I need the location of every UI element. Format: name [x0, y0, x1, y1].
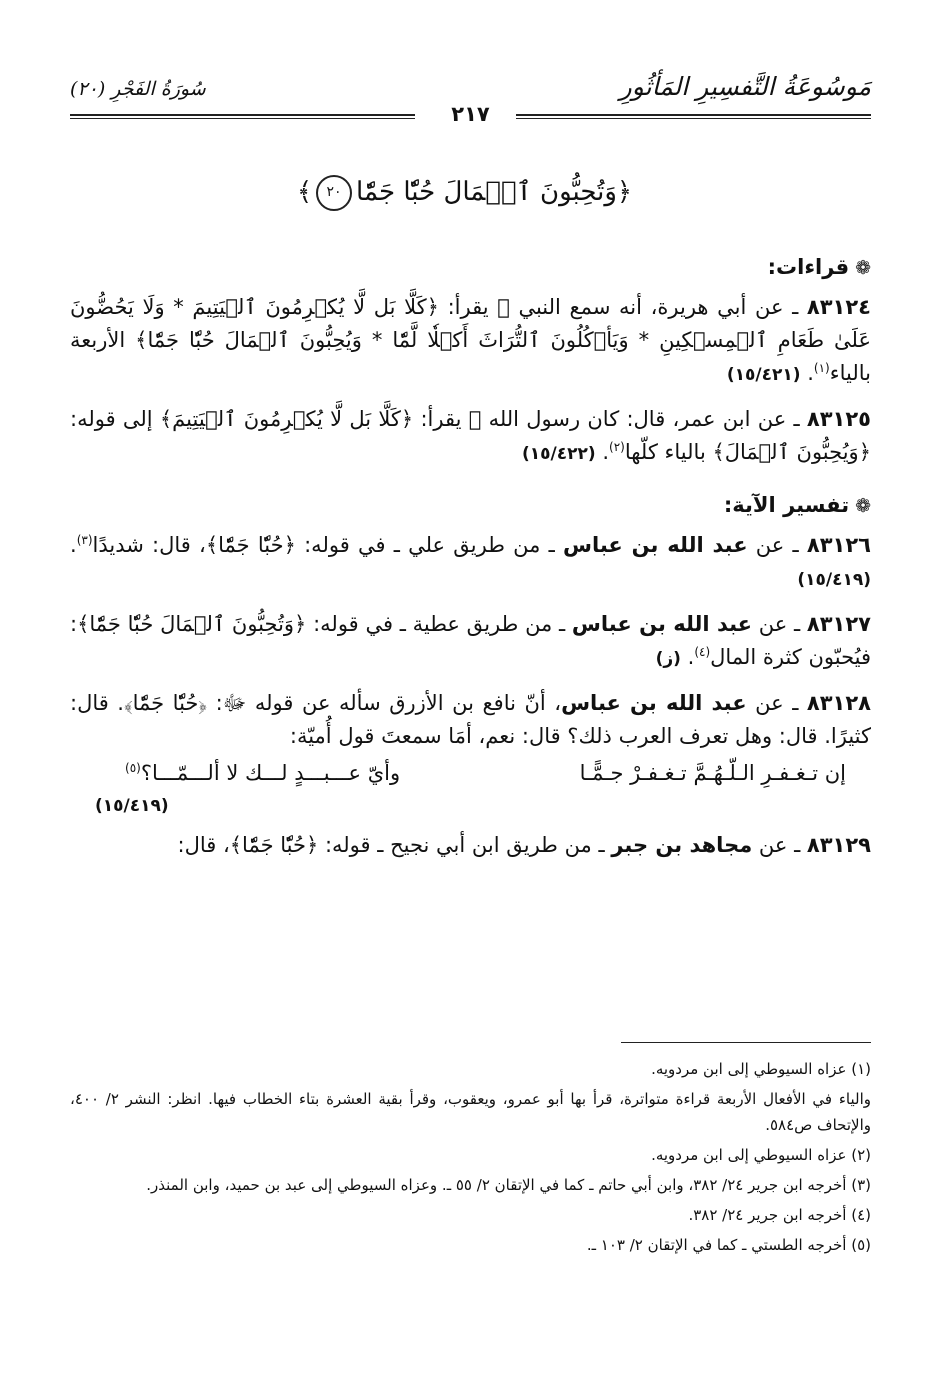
header-rule-left	[70, 114, 415, 116]
narration-83124	[70, 291, 871, 392]
narration-number: ٨٣١٢٥	[806, 407, 871, 431]
header-rule-left-thin	[70, 118, 415, 119]
ayah-text: ﴿وَتُحِبُّونَ ٱلۡمَالَ حُبّٗا جَمّٗا	[356, 177, 633, 207]
flower-icon: ❁	[855, 495, 871, 517]
narration-text: ، أنّ نافع بن الأزرق سأله عن قوله ﷻ: ﴿حُبّٗا جَمّٗا﴾. قال: كثيرًا. قال: وهل تعرف العرب ذلك؟ قال: نعم، أمَا سمعتَ قول أُميّة:	[70, 691, 871, 748]
narration-prefix: ـ عن	[752, 833, 807, 857]
narrator-name: عبد الله بن عباس	[571, 612, 753, 636]
footnote-marker: (٥)	[125, 761, 141, 775]
narrator-name: عبد الله بن عباس	[561, 691, 747, 715]
footnote-marker: (٣)	[76, 533, 93, 547]
page-header	[70, 62, 871, 124]
volume-reference: (١٥/٤١٩)	[95, 796, 169, 816]
volume-reference: (١٥/٤٢٢)	[521, 444, 596, 464]
punct: .	[70, 533, 77, 557]
narration-text: ـ من طريق عطية ـ في قوله: ﴿وَتُحِبُّونَ ٱلۡمَالَ حُبّٗا جَمّٗا﴾: فيُحبّون كثرة المال	[70, 612, 871, 669]
narrator-name: عبد الله بن عباس	[563, 533, 748, 557]
poem-verse	[70, 761, 871, 819]
narration-number: ٨٣١٢٩	[806, 833, 871, 857]
footnote-3: (٣) أخرجه ابن جرير ٢٤/ ٣٨٢، وابن أبي حاتم ـ كما في الإتقان ٢/ ٥٥ ـ. وعزاه السيوطي إلى عبد بن حميد، وابن المنذر.	[146, 1176, 871, 1194]
punct: .	[602, 440, 609, 464]
ayah-heading	[0, 175, 929, 211]
footnote-4: (٤) أخرجه ابن جرير ٢٤/ ٣٨٢.	[688, 1206, 871, 1224]
flower-icon: ❁	[855, 257, 871, 279]
narration-prefix: ـ عن	[746, 691, 807, 715]
narration-number: ٨٣١٢٤	[806, 295, 871, 319]
footnote-1: (١) عزاه السيوطي إلى ابن مردويه.	[651, 1060, 871, 1078]
narration-number: ٨٣١٢٨	[806, 691, 871, 715]
poem-hemistich-1: إن تـغـفـرِ الـلّـهُـمَّ تـغـفـرْ جـمًّـا	[579, 761, 846, 785]
narration-text: ـ من طريق ابن أبي نجيح ـ قوله: ﴿حُبّٗا جَمّٗا﴾، قال:	[177, 833, 612, 857]
section-title: تفسير الآية:	[723, 493, 850, 517]
section-heading-tafsir	[70, 493, 871, 517]
narrator-name: مجاهد بن جبر	[611, 833, 753, 857]
volume-reference: (ز)	[655, 649, 681, 669]
punct: .	[807, 361, 814, 385]
narration-83127	[70, 608, 871, 676]
footnote-5: (٥) أخرجه الطستي ـ كما في الإتقان ٢/ ١٠٣ ـ.	[586, 1236, 871, 1254]
volume-reference: (١٥/٤٢١)	[726, 365, 801, 385]
narration-text: ـ عن أبي هريرة، أنه سمع النبي ﷺ يقرأ: ﴿كَلَّا بَل لَّا يُكۡرِمُونَ ٱلۡيَتِيمَ * وَلَا يَحُضُّونَ عَلَىٰ طَعَامِ ٱلۡمِسۡكِينِ * وَيَأۡكُلُونَ ٱلتُّرَاثَ أَكۡلٗا لَّمّٗا * وَيُحِبُّونَ ٱلۡمَالَ حُبّٗا جَمّٗا﴾ الأربعة بالياء	[70, 295, 871, 385]
volume-reference: (١٥/٤١٩)	[797, 570, 871, 590]
narration-83128	[70, 687, 871, 753]
narration-prefix: ـ عن	[747, 533, 807, 557]
footnote-separator	[621, 1042, 871, 1043]
ayah-number-medallion: ٢٠	[316, 175, 352, 211]
narration-83129	[70, 829, 871, 862]
footnote-marker: (٤)	[694, 645, 711, 659]
ayah-close-bracket: ﴾	[296, 177, 313, 207]
footnote-marker: (١)	[813, 361, 830, 375]
header-rule-right	[516, 114, 871, 116]
poem-hemistich-2	[125, 761, 400, 785]
narration-83125	[70, 403, 871, 471]
narration-text: ـ عن ابن عمر، قال: كان رسول الله ﷺ يقرأ: ﴿كَلَّا بَل لَّا يُكۡرِمُونَ ٱلۡيَتِيمَ﴾ إلى قوله: ﴿وَيُحِبُّونَ ٱلۡمَالَ﴾ بالياء كلّها	[70, 407, 871, 464]
narration-text: ـ من طريق علي ـ في قوله: ﴿حُبّٗا جَمّٗا﴾، قال: شديدًا	[92, 533, 563, 557]
section-title: قراءات:	[767, 255, 850, 279]
footnote-marker: (٢)	[609, 440, 625, 454]
book-title: مَوسُوعَةُ التَّفسِيرِ المَأثُورِ	[619, 72, 871, 101]
narration-83126	[70, 529, 871, 597]
narration-prefix: ـ عن	[752, 612, 807, 636]
footnote-2: (٢) عزاه السيوطي إلى ابن مردويه.	[651, 1146, 871, 1164]
footnote-1-continued: والياء في الأفعال الأربعة قراءة متواترة، قرأ بها أبو عمرو، ويعقوب، وقرأ بقية العشرة بتاء الخطاب فيها. انظر: النشر ٢/ ٤٠٠، والإتحاف ص٥٨٤.	[70, 1090, 872, 1134]
section-heading-qiraat	[70, 255, 871, 279]
main-content	[70, 245, 871, 873]
footnotes	[70, 1056, 871, 1262]
punct: .	[687, 645, 695, 669]
narration-number: ٨٣١٢٧	[806, 612, 871, 636]
poem-hemistich-2-text: وأيّ عـــبـــدٍ لـــك لا ألـــمّـــا؟	[140, 761, 401, 785]
page-number: ٢١٧	[443, 102, 497, 126]
header-rule-right-thin	[516, 118, 871, 119]
narration-number: ٨٣١٢٦	[806, 533, 871, 557]
surah-label: سُورَةُ الفَجْرِ (٢٠)	[70, 78, 206, 100]
